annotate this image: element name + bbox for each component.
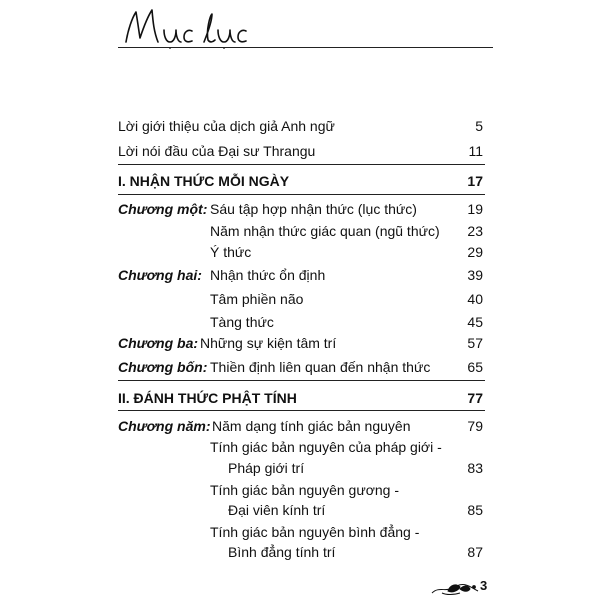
toc-entry-line1: Tính giác bản nguyên của pháp giới - <box>210 439 442 455</box>
section-title: I. NHẬN THỨC MỖI NGÀY <box>118 173 290 189</box>
toc-page-number: 5 <box>475 118 483 134</box>
toc-page-number: 45 <box>467 314 483 330</box>
title-script-art <box>118 2 278 62</box>
chapter-label: Chương hai: <box>118 267 202 283</box>
toc-page-number: 57 <box>467 335 483 351</box>
toc-entry: Năm dạng tính giác bản nguyên <box>212 418 411 434</box>
toc-page-number: 40 <box>467 291 483 307</box>
toc-entry: Sáu tập hợp nhận thức (lục thức) <box>210 201 417 217</box>
toc-entry-preface: Lời nói đầu của Đại sư Thrangu <box>118 143 316 159</box>
toc-entry: Những sự kiện tâm trí <box>200 335 337 351</box>
toc-page-number: 79 <box>467 418 483 434</box>
toc-page-number: 65 <box>467 359 483 375</box>
chapter-label: Chương ba: <box>118 335 199 351</box>
toc-entry: Thiền định liên quan đến nhận thức <box>210 359 431 375</box>
toc-page-number: 19 <box>467 201 483 217</box>
toc-entry-line2: Đại viên kính trí <box>228 502 326 518</box>
toc-page-number: 39 <box>467 267 483 283</box>
chapter-label: Chương bốn: <box>118 359 208 375</box>
page-number: 3 <box>480 578 488 593</box>
chapter-label: Chương một: <box>118 201 208 217</box>
chapter-label: Chương năm: <box>118 418 211 434</box>
toc-page-number: 17 <box>467 173 483 189</box>
section-divider <box>118 410 485 411</box>
toc-entry: Tâm phiền não <box>210 291 304 307</box>
toc-page-number: 87 <box>467 544 483 560</box>
section-title: II. ĐÁNH THỨC PHẬT TÍNH <box>118 390 297 406</box>
footer-ornament-icon <box>430 573 482 597</box>
section-divider <box>118 194 485 195</box>
title-area <box>118 2 493 62</box>
toc-page-number: 11 <box>468 143 483 159</box>
toc-entry: Tàng thức <box>210 314 274 330</box>
toc-entry-line1: Tính giác bản nguyên gương - <box>210 482 400 498</box>
toc-entry-intro-translator: Lời giới thiệu của dịch giả Anh ngữ <box>118 118 335 134</box>
toc-page-number: 77 <box>467 390 483 406</box>
toc-page-number: 29 <box>467 244 483 260</box>
toc-page-number: 83 <box>467 460 483 476</box>
toc-entry-line2: Bình đẳng tính trí <box>228 544 336 560</box>
toc-entry: Năm nhận thức giác quan (ngũ thức) <box>210 223 440 239</box>
toc-entry-line2: Pháp giới trí <box>228 460 305 476</box>
toc-entry: Nhận thức ổn định <box>210 267 326 283</box>
title-divider <box>118 47 493 48</box>
toc-page-number: 23 <box>467 223 483 239</box>
section-divider <box>118 164 485 165</box>
toc-entry-line1: Tính giác bản nguyên bình đẳng - <box>210 524 420 540</box>
toc-entry: Ý thức <box>210 244 252 260</box>
toc-page-number: 85 <box>467 502 483 518</box>
section-divider <box>118 380 485 381</box>
